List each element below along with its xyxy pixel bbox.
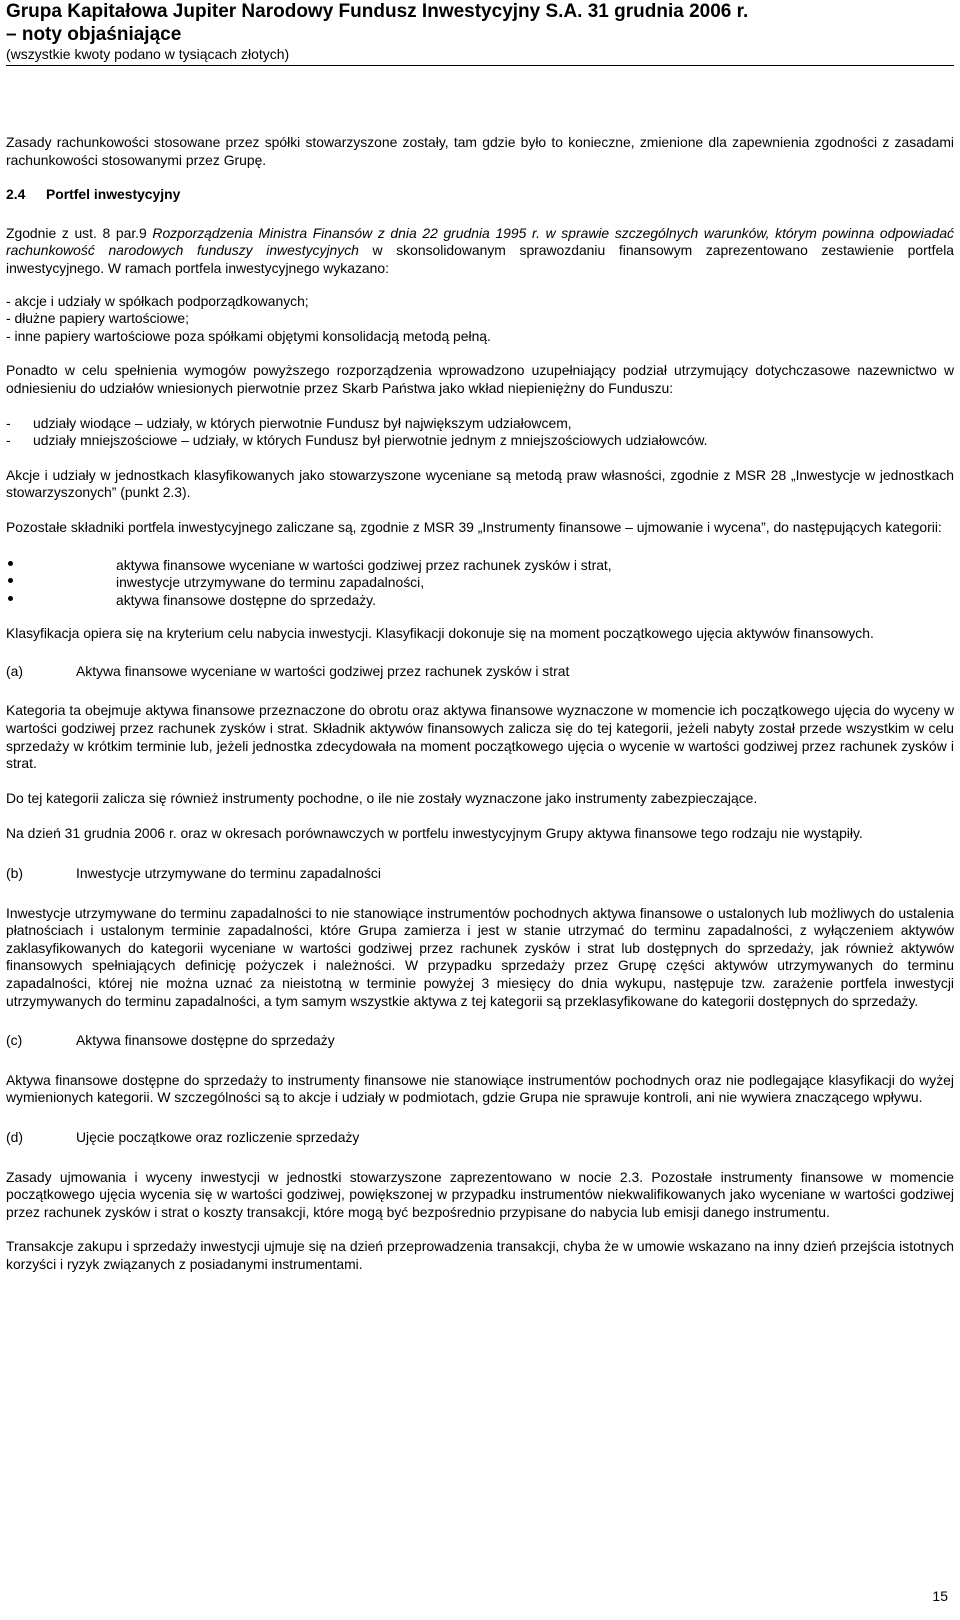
list-item: - dłużne papiery wartościowe; xyxy=(6,310,189,327)
section-title: Portfel inwestycyjny xyxy=(46,186,181,203)
list-item xyxy=(6,574,954,592)
paragraph-fvtpl: Kategoria ta obejmuje aktywa finansowe przeznaczone do obrotu oraz aktywa finansowe wyznaczone w momencie ich początkowego ujęcia do wyceny w wartości godziwej przez rachunek zysków i strat. Składnik aktywów finansowych zalicza się do tej kategorii, jeżeli nabyty został przede wszystkim w celu sprzedaży w krótkim terminie lub, jeżeli jednostka zdecydowała na moment początkowego ujęcia o wycenie w wartości godziwej przez rachunek zysków i strat. xyxy=(6,702,954,772)
paragraph-initial-recognition: Zasady ujmowania i wyceny inwestycji w jednostki stowarzyszone zaprezentowano w nocie 2.3. Pozostałe instrumenty finansowe w momencie początkowego ujęcia wycenia się w wartości godziwej, powiększonej w przypadku instrumentów niekwalifikowanych jako wyceniane w wartości godziwej przez rachunek zysków i strat o koszty transakcji, które mogą być bezpośrednio przypisane do nabycia lub emisji danego instrumentu. xyxy=(6,1168,954,1220)
subsection-title: Aktywa finansowe wyceniane w wartości godziwej przez rachunek zysków i strat xyxy=(76,662,570,679)
subsection-title: Aktywa finansowe dostępne do sprzedaży xyxy=(76,1032,335,1049)
amounts-note: (wszystkie kwoty podano w tysiącach złotych) xyxy=(6,46,290,62)
paragraph-associates: Zasady rachunkowości stosowane przez spółki stowarzyszone zostały, tam gdzie było to konieczne, zmienione dla zapewnienia zgodności z zasadami rachunkowości stosowanymi przez Grupę. xyxy=(6,134,954,168)
subsection-heading-c xyxy=(6,1032,954,1050)
paragraph-derivatives: Do tej kategorii zalicza się również instrumenty pochodne, o ile nie zostały wyznaczone jako instrumenty zabezpieczające. xyxy=(6,789,758,806)
subsection-number: (a) xyxy=(6,662,23,679)
portfolio-list xyxy=(6,293,954,346)
categories-list xyxy=(6,557,954,610)
list-item-text: udziały wiodące – udziały, w których pierwotnie Fundusz był największym udziałowcem, xyxy=(33,414,572,431)
list-item xyxy=(6,557,954,575)
list-item-text: aktywa finansowe dostępne do sprzedaży. xyxy=(116,591,376,608)
subsection-number: (d) xyxy=(6,1128,23,1145)
paragraph-none-occurred: Na dzień 31 grudnia 2006 r. oraz w okresach porównawczych w portfelu inwestycyjnym Grupy aktywa finansowe tego rodzaju nie wystąpiły. xyxy=(6,825,863,842)
paragraph-additional-division: Ponadto w celu spełnienia wymogów powyższego rozporządzenia wprowadzono uzupełniający podział utrzymujący dotychczasowe nazewnictwo w odniesieniu do udziałów wniesionych pierwotnie przez Skarb Państwa jako wkład niepieniężny do Funduszu: xyxy=(6,362,954,396)
regulation-intro: Zgodnie z ust. 8 par.9 xyxy=(6,224,153,241)
subsection-heading-d xyxy=(6,1129,954,1147)
paragraph-equity-method: Akcje i udziały w jednostkach klasyfikowanych jako stowarzyszone wyceniane są metodą praw własności, zgodnie z MSR 28 „Inwestycje w jednostkach stowarzyszonych” (punkt 2.3). xyxy=(6,466,954,501)
shares-list xyxy=(6,415,954,450)
paragraph-regulation xyxy=(6,225,954,278)
paragraph-htm: Inwestycje utrzymywane do terminu zapadalności to nie stanowiące instrumentów pochodnych aktywa finansowe o ustalonych lub możliwych do ustalenia płatnościach i ustalonym terminie zapadalności, które Grupa zamierza i jest w stanie utrzymać do terminu zapadalności, z wyłączeniem aktywów zaklasyfikowanych do kategorii wyceniane w wartości godziwej przez rachunek zysków i strat lub dostępnych do sprzedaży, jak również aktywów finansowych spełniających definicję pożyczek i należności. W przypadku sprzedaży przez Grupę części aktywów utrzymywanych do terminu zapadalności, której nie można uznać za nieistotną w terminie powyżej 3 miesięcy do dnia wykupu, następuje tzw. zarażenie portfela inwestycji utrzymywanych do terminu zapadalności, a tym samym wszystkie aktywa z tej kategorii są przeklasyfikowane do kategorii dostępnych do sprzedaży. xyxy=(6,904,954,1009)
regulation-rest: w skonsolidowanym sprawozdaniu finansowym zaprezentowano zestawienie portfela inwestycyjnego. W ramach portfela inwestycyjnego wykazano: xyxy=(6,242,955,276)
subsection-number: (c) xyxy=(6,1032,23,1049)
list-item xyxy=(6,432,954,450)
dash-marker: - xyxy=(6,432,11,449)
paragraph-trade-date: Transakcje zakupu i sprzedaży inwestycji ujmuje się na dzień przeprowadzenia transakcji, chyba że w umowie wskazano na inny dzień przejścia istotnych korzyści i ryzyk związanych z posiadanymi instrumentami. xyxy=(6,1238,954,1272)
page-number: 15 xyxy=(932,1588,948,1604)
list-item: - akcje i udziały w spółkach podporządkowanych; xyxy=(6,292,309,309)
list-item: - inne papiery wartościowe poza spółkami objętymi konsolidacją metodą pełną. xyxy=(6,327,491,344)
paragraph-afs: Aktywa finansowe dostępne do sprzedaży to instrumenty finansowe nie stanowiące instrumentów pochodnych oraz nie podlegające klasyfikacji do wyżej wymienionych kategorii. W szczególności są to akcje i udziały w podmiotach, gdzie Grupa nie sprawuje kontroli, ani nie wywiera znaczącego wpływu. xyxy=(6,1071,954,1106)
document-body xyxy=(6,134,954,1291)
paragraph-categories: Pozostałe składniki portfela inwestycyjnego zaliczane są, zgodnie z MSR 39 „Instrumenty finansowe – ujmowanie i wycena”, do następujących kategorii: xyxy=(6,518,942,535)
subsection-title: Ujęcie początkowe oraz rozliczenie sprzedaży xyxy=(76,1128,360,1145)
list-item xyxy=(6,592,954,610)
regulation-title: Rozporządzenia Ministra Finansów z dnia 22 grudnia 1995 r. w sprawie szczególnych warunków, którym powinna odpowiadać rachunkowość narodowych funduszy inwestycyjnych xyxy=(6,224,954,259)
document-subtitle: – noty objaśniające xyxy=(6,24,182,45)
subsection-heading-a xyxy=(6,663,954,681)
list-item-text: aktywa finansowe wyceniane w wartości godziwej przez rachunek zysków i strat, xyxy=(116,556,612,573)
list-item xyxy=(6,415,954,433)
section-number: 2.4 xyxy=(6,186,26,203)
paragraph-classification: Klasyfikacja opiera się na kryterium celu nabycia inwestycji. Klasyfikacji dokonuje się na moment początkowego ujęcia aktywów finansowych. xyxy=(6,625,874,642)
page-header xyxy=(6,0,954,66)
document-title: Grupa Kapitałowa Jupiter Narodowy Fundusz Inwestycyjny S.A. 31 grudnia 2006 r. xyxy=(6,1,749,22)
section-heading xyxy=(6,186,954,204)
list-item-text: udziały mniejszościowe – udziały, w których Fundusz był pierwotnie jednym z mniejszościowych udziałowców. xyxy=(33,432,708,449)
list-item-text: inwestycje utrzymywane do terminu zapadalności, xyxy=(116,574,425,591)
subsection-title: Inwestycje utrzymywane do terminu zapadalności xyxy=(76,865,381,882)
dash-marker: - xyxy=(6,414,11,431)
subsection-heading-b xyxy=(6,865,954,883)
subsection-number: (b) xyxy=(6,865,23,882)
